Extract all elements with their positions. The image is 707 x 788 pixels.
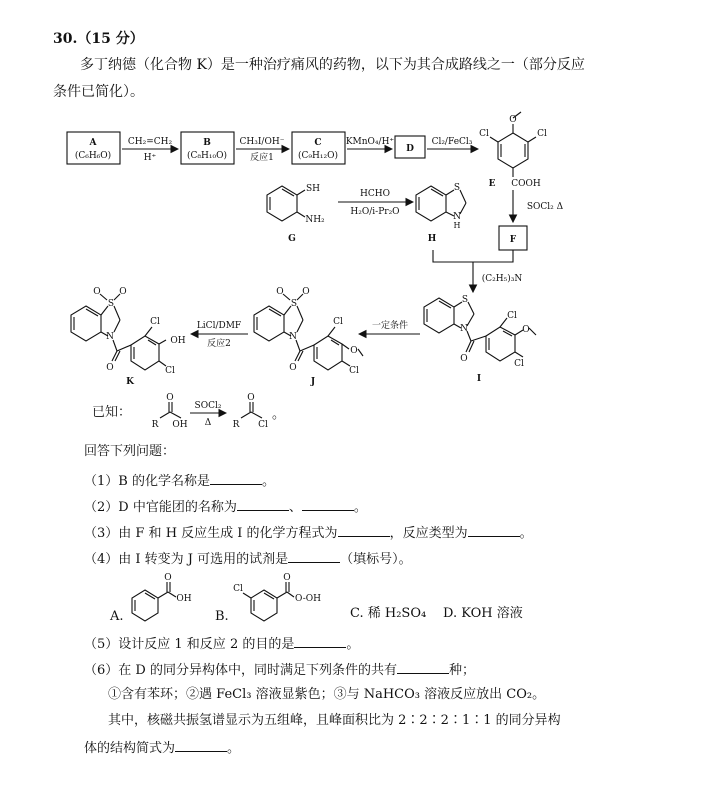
compound-k-structure (71, 294, 166, 370)
question-6-line-3: 体的结构简式为 。 (84, 738, 240, 758)
known-end: 。 (272, 407, 286, 422)
k-oh: OH (170, 336, 186, 346)
j-cl-top: Cl (333, 317, 343, 327)
known-product-structure (241, 402, 262, 418)
j-cl-bottom: Cl (349, 366, 359, 376)
arrow-gh-top-text: HCHO (360, 189, 390, 199)
compound-b-formula: (C₈H₁₀O) (187, 151, 227, 161)
q3-blank-2[interactable] (468, 523, 520, 537)
option-a-structure (132, 582, 176, 621)
j-o-left: O (276, 287, 284, 297)
h-s-atom: S (453, 183, 461, 193)
arrow-bc-bottom-text: 反应1 (250, 153, 274, 163)
q4-blank[interactable] (288, 549, 340, 563)
question-1: （1）B 的化学名称是 。 (84, 471, 275, 491)
k-cl-bottom: Cl (165, 366, 175, 376)
compound-c-label: C (314, 138, 322, 148)
j-n-atom: N (289, 332, 297, 342)
question-6-conditions: ①含有苯环；②遇 FeCl₃ 溶液显紫色；③与 NaHCO₃ 溶液反应放出 CO₂。 (108, 687, 546, 702)
arrow-de-top-text: Cl₂/FeCl₃ (431, 137, 473, 147)
q2-blank-1[interactable] (237, 497, 289, 511)
known-cl: Cl (258, 420, 268, 430)
j-o-right: O (302, 287, 310, 297)
i-cl-bottom: Cl (514, 359, 524, 369)
arrow-fh-i (433, 250, 513, 292)
e-o-atom: O (509, 115, 517, 125)
compound-k-label: K (126, 377, 134, 387)
question-5: （5）设计反应 1 和反应 2 的目的是 。 (84, 634, 359, 654)
q6-blank-2[interactable] (175, 738, 227, 752)
compound-h-label: H (427, 234, 437, 244)
compound-a-label: A (89, 138, 97, 148)
g-sh-atom: SH (305, 184, 321, 194)
j-s-atom: S (290, 299, 298, 309)
known-oh: OH (172, 420, 188, 430)
opt-b-ooh: O-OH (295, 594, 321, 604)
arrow-bc-top-text: CH₃I/OH⁻ (239, 137, 285, 147)
known-o-2: O (247, 393, 255, 403)
h-n-atom: N (453, 212, 461, 222)
compound-d-label: D (406, 144, 414, 154)
compound-g-structure (267, 186, 305, 221)
j-o-methoxy: O (350, 346, 358, 356)
opt-b-cl: Cl (233, 584, 243, 594)
i-cl-top: Cl (507, 311, 517, 321)
known-reagent-bottom: Δ (204, 418, 212, 428)
h-nh-atom: H (453, 221, 461, 230)
option-d: D. KOH 溶液 (443, 606, 523, 621)
compound-g-label: G (288, 234, 296, 244)
k-o-left: O (93, 287, 101, 297)
i-s-atom: S (461, 295, 469, 305)
compound-i-label: I (476, 374, 482, 384)
option-c: C. 稀 H₂SO₄ (350, 606, 427, 621)
arrow-ab-bottom-text: H⁺ (143, 153, 157, 163)
compound-i-structure (424, 298, 536, 361)
arrow-cd-top-text: KMnO₄/H⁺ (345, 137, 395, 147)
e-cooh: COOH (511, 179, 541, 189)
question-2: （2）D 中官能团的名称为 、 。 (84, 497, 367, 517)
i-n-atom: N (460, 324, 468, 334)
q3-blank-1[interactable] (338, 523, 390, 537)
i-o-atom: O (460, 354, 468, 364)
intro-line-1: 多丁纳德（化合物 K）是一种治疗痛风的药物，以下为其合成路线之一（部分反应 (80, 57, 585, 73)
option-b-structure (243, 582, 294, 621)
question-4: （4）由 I 转变为 J 可选用的试剂是 （填标号）。 (84, 549, 412, 569)
arrow-gh-bottom-text: H₂O/i-Pr₂O (350, 207, 400, 217)
k-s-atom: S (107, 299, 115, 309)
question-number: 30.（15 分） (53, 31, 144, 47)
q5-blank[interactable] (294, 634, 346, 648)
compound-j-structure (254, 294, 363, 370)
known-r-2: R (232, 420, 240, 430)
compound-b-label: B (203, 138, 211, 148)
question-6: （6）在 D 的同分异构体中，同时满足下列条件的共有 种； (84, 660, 475, 680)
known-r-1: R (151, 420, 159, 430)
known-prefix: 已知： (92, 405, 132, 420)
arrow-ij-top-text: 一定条件 (371, 321, 409, 331)
known-reactant-structure (160, 402, 181, 418)
k-cl-top: Cl (150, 317, 160, 327)
intro-line-2: 条件已简化）。 (53, 84, 144, 100)
q6-blank-1[interactable] (397, 660, 449, 674)
i-o-methoxy: O (522, 325, 530, 335)
q1-blank[interactable] (210, 471, 262, 485)
option-b-label: B. (215, 609, 229, 624)
known-reagent-top: SOCl₂ (194, 401, 222, 411)
arrow-ef-text: SOCl₂ Δ (526, 202, 564, 212)
k-n-atom: N (106, 332, 114, 342)
opt-b-o: O (283, 573, 291, 583)
e-cl-left: Cl (479, 129, 489, 139)
arrow-ab-top-text: CH₂=CH₂ (127, 137, 173, 147)
question-6-line-2: 其中，核磁共振氢谱显示为五组峰，且峰面积比为 2∶2∶2∶1∶1 的同分异构 (108, 713, 561, 728)
e-cl-right: Cl (537, 129, 547, 139)
arrow-jk-top-text: LiCl/DMF (196, 321, 242, 331)
compound-a-formula: (C₆H₆O) (74, 151, 112, 161)
k-o-right: O (119, 287, 127, 297)
opt-a-oh: OH (176, 594, 192, 604)
opt-a-o: O (164, 573, 172, 583)
compound-e-label: E (488, 179, 496, 189)
compound-j-label: J (310, 377, 316, 387)
arrow-fh-text: (C₂H₅)₃N (481, 274, 523, 284)
q2-blank-2[interactable] (302, 497, 354, 511)
arrow-jk-bottom-text: 反应2 (207, 339, 231, 349)
compound-c-formula: (C₉H₁₂O) (298, 151, 338, 161)
questions-prompt: 回答下列问题： (84, 444, 176, 459)
k-o-carbonyl: O (106, 363, 114, 373)
question-3: （3）由 F 和 H 反应生成 I 的化学方程式为 ，反应类型为 。 (84, 523, 533, 543)
compound-f-label: F (509, 235, 517, 245)
j-o-carbonyl: O (289, 363, 297, 373)
known-o-1: O (166, 393, 174, 403)
option-a-label: A. (110, 609, 124, 624)
g-nh2-atom: NH₂ (305, 215, 325, 225)
